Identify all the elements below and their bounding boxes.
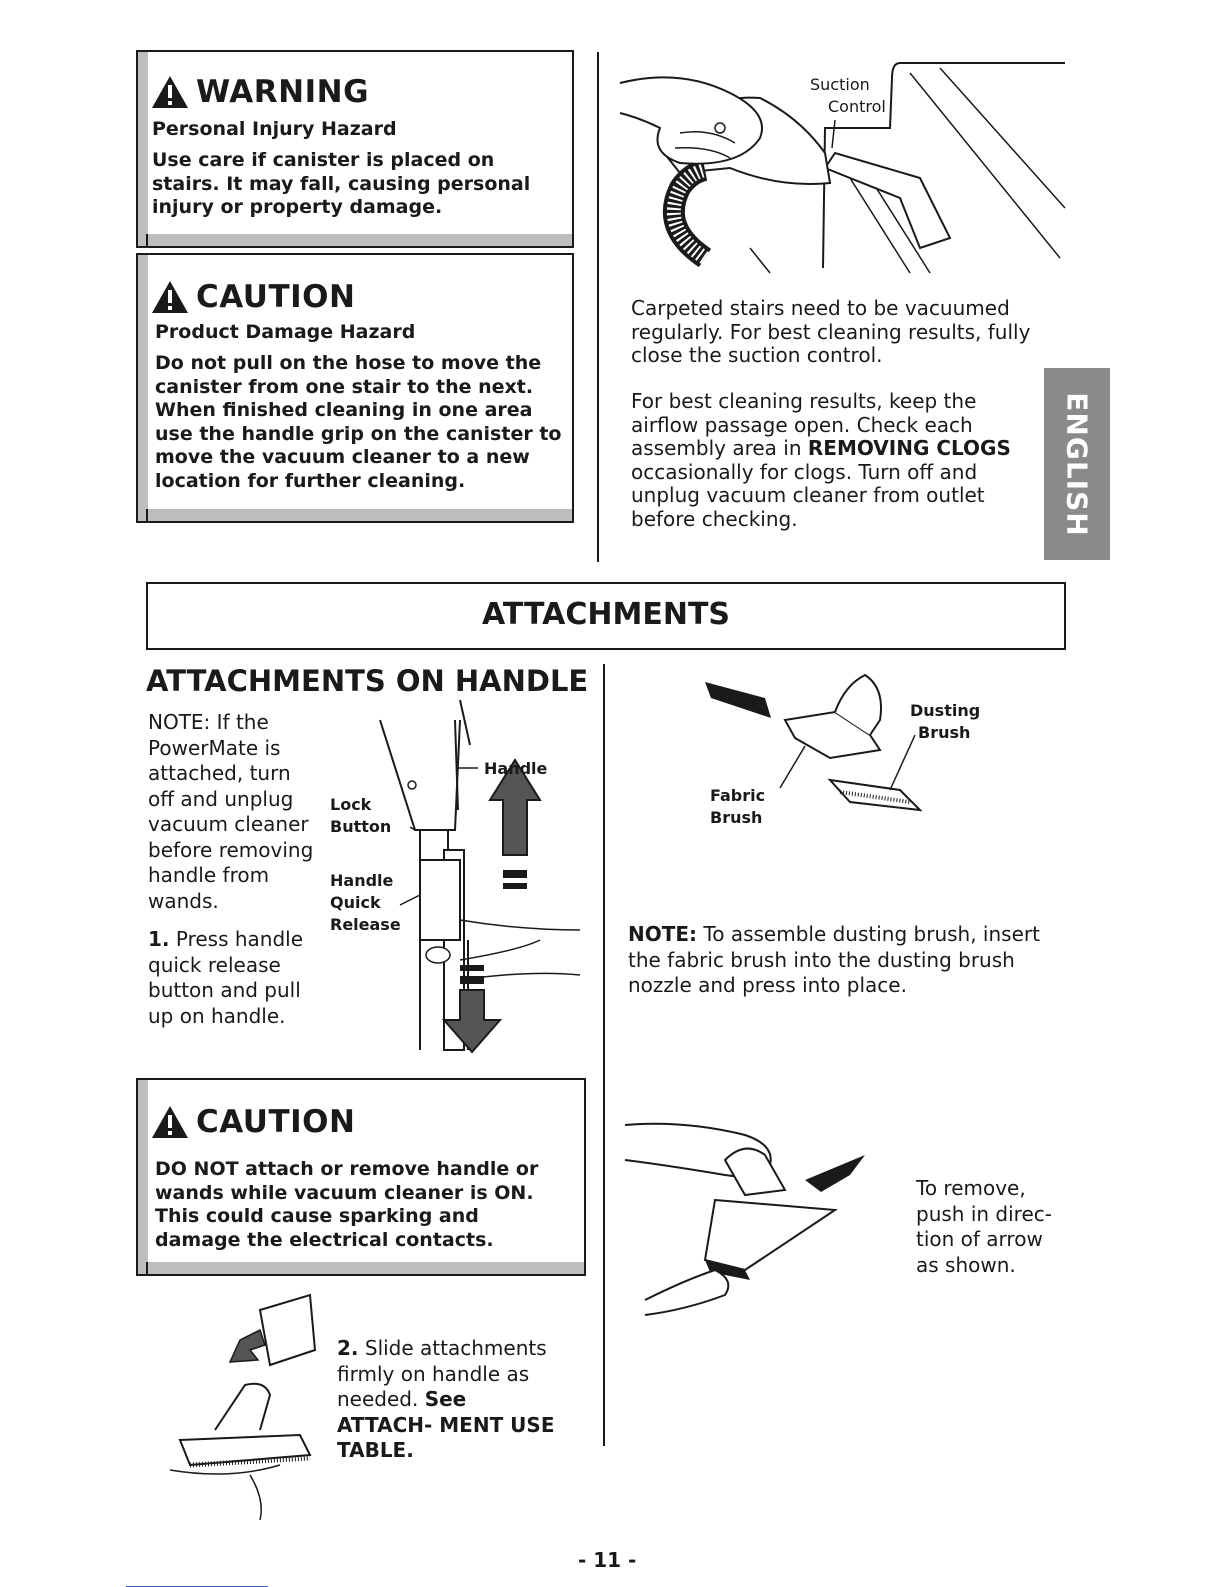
language-tab: ENGLISH [1044,368,1110,560]
caution-text-2: DO NOT attach or remove handle or wands while vacuum cleaner is ON. This could cause sparking and damage the electrical contacts. [155,1158,539,1251]
note-2: NOTE: To assemble dusting brush, insert the fabric brush into the dusting brush nozzle and press into place. [628,922,1040,997]
column-divider-bottom [603,664,605,1446]
step-1: 1. Press handle quick release button and pull up on handle. [148,927,304,1028]
warning-triangle-icon [150,279,190,315]
caution-hazard-1: Product Damage Hazard [155,321,416,343]
warning-title: WARNING [150,74,369,110]
remove-text: To remove, push in direc- tion of arrow as shown. [916,1176,1052,1277]
page-number: - 11 - [578,1548,637,1572]
suction-control-label: Suction Control [810,75,886,116]
attach-handle-illustration [170,1290,340,1520]
caution-title-1: CAUTION [150,279,355,315]
stairs-paragraph: Carpeted stairs need to be vacuumed regularly. For best cleaning results, fully close the suction control. [631,296,1031,367]
warning-triangle-icon [150,1104,190,1140]
quick-release-label: Handle Quick Release [330,871,401,934]
step-2: 2. Slide attachments firmly on handle as needed. See ATTACH- MENT USE TABLE. [337,1336,555,1462]
note-text: NOTE: If the PowerMate is attached, turn off and unplug vacuum cleaner before removing handle from wands. [148,710,314,913]
warning-triangle-icon [150,74,190,110]
fabric-brush-label: Fabric Brush [710,786,766,827]
subsection-title: ATTACHMENTS ON HANDLE [146,664,589,698]
column-divider-top [597,52,599,562]
caution-text-1: Do not pull on the hose to move the canister from one stair to the next. When finished cleaning in one area use the handle grip on the canister to move the vacuum cleaner to a new location for further cleaning. [155,352,562,492]
warning-hazard: Personal Injury Hazard [152,118,397,140]
remove-brush-illustration [625,1120,875,1330]
warning-text: Use care if canister is placed on stairs. It may fall, causing personal injury or property damage. [152,149,531,218]
airflow-paragraph: For best cleaning results, keep the airflow passage open. Check each assembly area in REMOVING CLOGS occasionally for clogs. Turn off and unplug vacuum cleaner from outlet before checking. [631,389,1011,531]
dusting-brush-label: Dusting Brush [910,701,981,742]
caution-title-2: CAUTION [150,1104,355,1140]
handle-label: Handle [484,759,548,778]
lock-button-label: Lock Button [330,795,392,836]
attachments-header: ATTACHMENTS [481,597,731,632]
